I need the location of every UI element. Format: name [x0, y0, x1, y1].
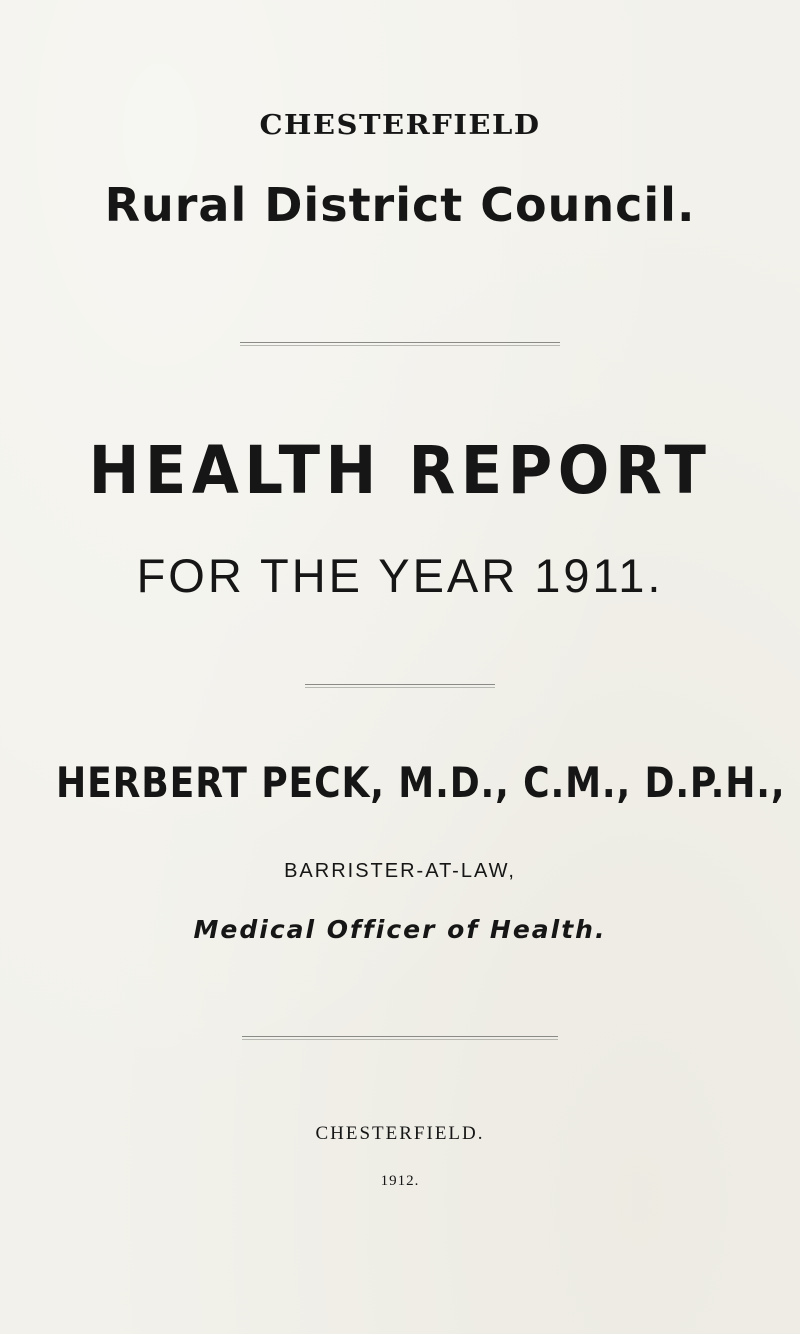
- divider-rule: [0, 1036, 800, 1042]
- divider-rule: [0, 342, 800, 348]
- city-heading: CHESTERFIELD: [259, 109, 541, 141]
- report-year: FOR THE YEAR 1911.: [136, 549, 664, 602]
- author-name: HERBERT PECK, M.D., C.M., D.P.H.,: [56, 758, 786, 807]
- imprint-year: 1912.: [380, 1173, 420, 1189]
- imprint-place: CHESTERFIELD.: [315, 1123, 485, 1144]
- council-heading: Rural District Council.: [104, 178, 696, 232]
- divider-rule: [0, 684, 800, 690]
- author-qualification: BARRISTER-AT-LAW,: [284, 860, 516, 882]
- author-office: Medical Officer of Health.: [193, 915, 607, 944]
- report-title: HEALTH REPORT: [88, 432, 712, 509]
